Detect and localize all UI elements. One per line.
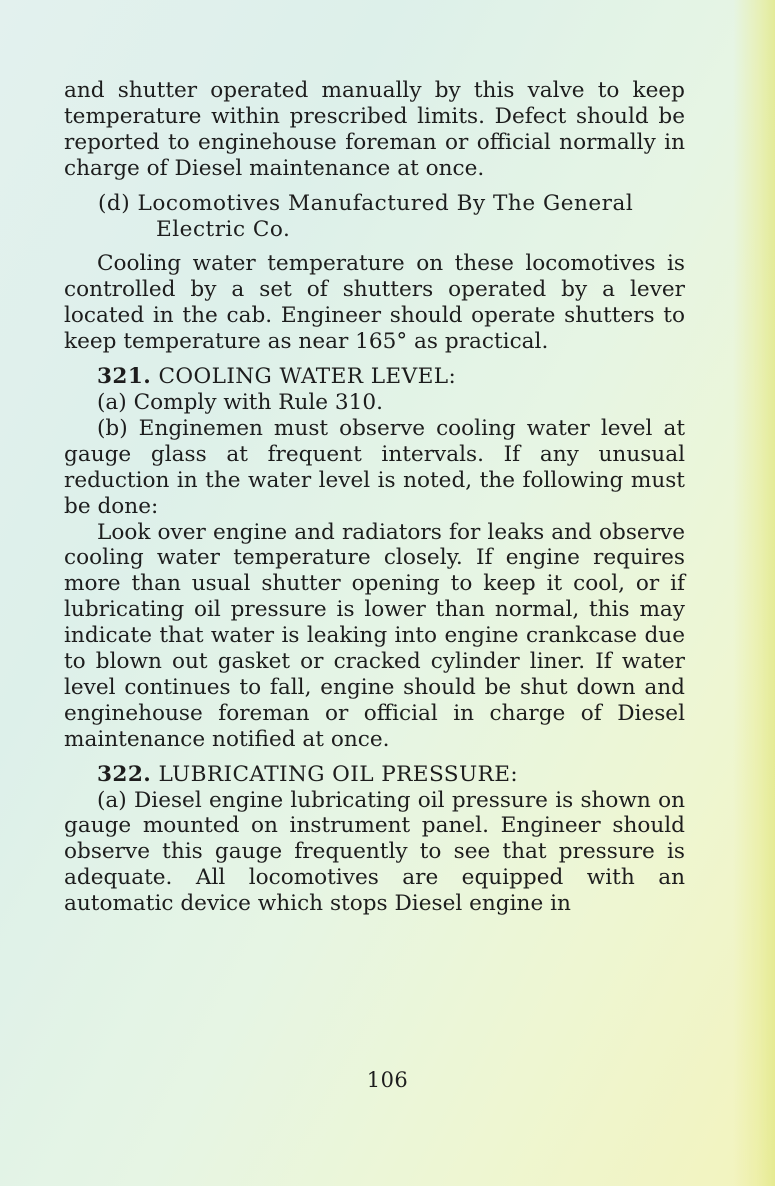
rule-321-b: (b) Enginemen must observe cooling water level at gauge glass at frequent intervals. If any unusual reduction in the water level is noted, the following must be done: <box>64 415 685 519</box>
rule-321-heading <box>64 364 685 390</box>
page-body <box>64 78 685 917</box>
rule-322-title: LUBRICATING OIL PRESSURE: <box>158 761 519 787</box>
sub-heading-d: (d) Locomotives Manufactured By The General Electric Co. <box>98 190 634 242</box>
rule-322-number: 322. <box>97 761 152 787</box>
page-edge-shading <box>733 0 775 1186</box>
rule-322-heading <box>64 762 685 788</box>
continuation-paragraph: and shutter operated manually by this valve to keep temperature within prescribed limits. Defect should be reported to enginehouse foreman or official normally in charge of Diesel maintenance at once. <box>64 78 685 181</box>
rule-321-title: COOLING WATER LEVEL: <box>158 364 457 390</box>
page-number: 106 <box>366 1068 409 1092</box>
rule-321-a: (a) Comply with Rule 310. <box>97 389 384 415</box>
rule-321-number: 321. <box>97 364 152 390</box>
rule-322-a: (a) Diesel engine lubricating oil pressure is shown on gauge mounted on instrument panel. Engineer should observe this gauge frequently to see that pressure is adequate. All locomotives are equipped with an automatic device which stops Diesel engine in <box>64 787 685 917</box>
ge-cooling-paragraph: Cooling water temperature on these locomotives is controlled by a set of shutters operated by a lever located in the cab. Engineer should operate shutters to keep temperature as near 165° as practical. <box>64 251 685 355</box>
rule-321-look-over: Look over engine and radiators for leaks and observe cooling water temperature closely. If engine requires more than usual shutter opening to keep it cool, or if lubricating oil pressure is lower than normal, this may indicate that water is leaking into engine crankcase due to blown out gasket or cracked cylinder liner. If water level continues to fall, engine should be shut down and enginehouse foreman or official in charge of Diesel maintenance notified at once. <box>64 519 685 752</box>
